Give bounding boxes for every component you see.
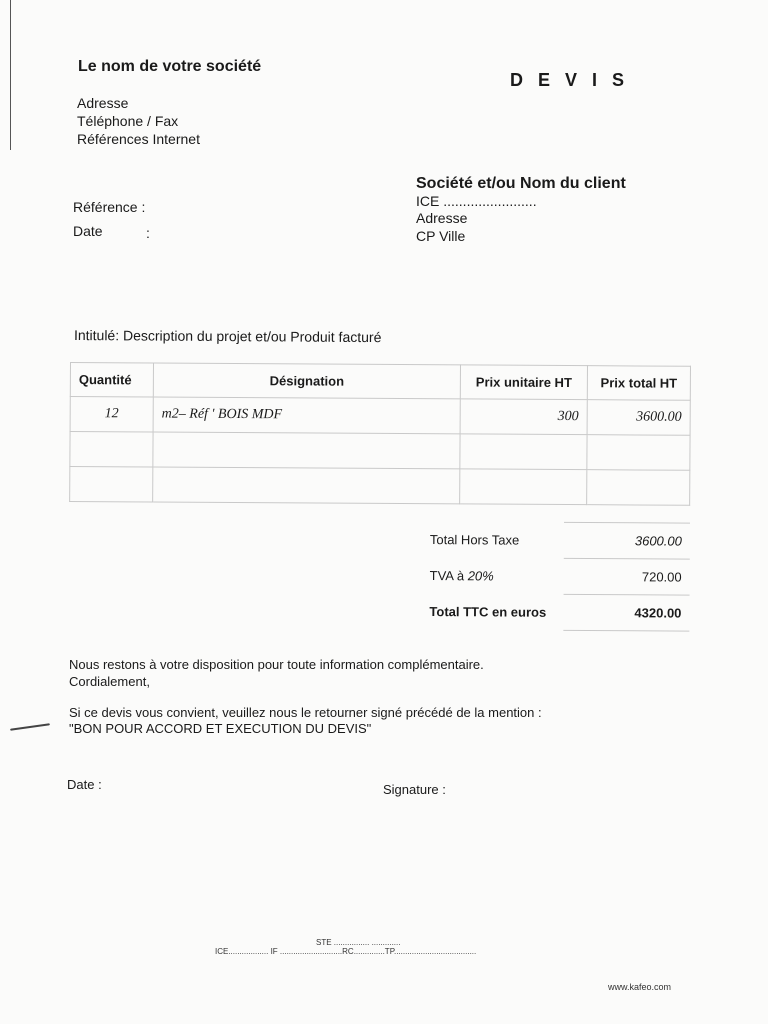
client-name: Société et/ou Nom du client <box>416 175 626 192</box>
table-row <box>70 432 690 471</box>
tva-label-prefix: TVA à <box>429 568 468 584</box>
closing-regards: Cordialement, <box>69 674 150 689</box>
total-ht-row <box>422 522 690 560</box>
cell-total-price <box>587 435 690 471</box>
header-quantite: Quantité <box>70 363 153 398</box>
footer-ste: STE ................ ............. <box>316 938 401 947</box>
header-prix-total: Prix total HT <box>587 366 690 401</box>
total-ht-value: 3600.00 <box>564 522 690 559</box>
client-city: CP Ville <box>416 228 466 244</box>
date-label: Date <box>73 223 103 239</box>
total-ttc-label: Total TTC en euros <box>429 604 547 620</box>
table-row <box>70 397 690 436</box>
client-address: Adresse <box>416 210 468 226</box>
header-prix-unitaire: Prix unitaire HT <box>460 365 587 400</box>
cell-designation <box>153 467 460 504</box>
date-colon: : <box>146 225 150 241</box>
cell-unit-price <box>460 469 587 505</box>
cell-unit-price: 300 <box>460 399 587 435</box>
footer-company-ids: ICE.................. IF ............................RC..............TP..................................... <box>215 947 477 956</box>
cell-unit-price <box>460 434 587 470</box>
cell-designation: m2– Réf ' BOIS MDF <box>153 397 460 434</box>
signature-label: Signature : <box>383 782 446 797</box>
pen-stroke-mark <box>10 723 50 731</box>
cell-total-price: 3600.00 <box>587 400 690 436</box>
header-designation: Désignation <box>153 363 460 399</box>
company-address: Adresse <box>77 95 129 111</box>
items-table-header <box>70 363 690 401</box>
document-title: D E V I S <box>510 70 630 90</box>
total-ttc-row <box>421 593 689 631</box>
total-ht-label: Total Hors Taxe <box>429 532 520 548</box>
items-table <box>69 362 691 506</box>
table-row <box>70 467 690 506</box>
tva-value: 720.00 <box>564 558 690 595</box>
tva-row <box>422 557 690 595</box>
footer-website: www.kafeo.com <box>608 982 672 992</box>
reference-label: Référence : <box>73 199 146 215</box>
project-title: Intitulé: Description du projet et/ou Produit facturé <box>73 327 382 346</box>
total-ttc-value: 4320.00 <box>563 594 689 631</box>
client-ice: ICE ........................ <box>416 193 537 209</box>
closing-instructions: Si ce devis vous convient, veuillez nous le retourner signé précédé de la mention : <box>69 705 542 720</box>
cell-designation <box>153 432 460 469</box>
tva-label <box>422 557 564 594</box>
company-phone-fax: Téléphone / Fax <box>77 113 179 129</box>
company-name: Le nom de votre société <box>78 58 262 75</box>
cell-quantity <box>70 467 153 503</box>
closing-availability: Nous restons à votre disposition pour toute information complémentaire. <box>69 657 484 672</box>
company-web: Références Internet <box>77 131 200 147</box>
tva-rate: 20% <box>467 568 494 584</box>
sign-date-label: Date : <box>67 777 102 792</box>
cell-quantity <box>70 432 153 468</box>
cell-total-price <box>587 470 690 506</box>
cell-quantity: 12 <box>70 397 153 433</box>
closing-mention: "BON POUR ACCORD ET EXECUTION DU DEVIS" <box>69 721 372 736</box>
left-margin-line <box>10 0 11 150</box>
totals-table <box>421 521 690 632</box>
